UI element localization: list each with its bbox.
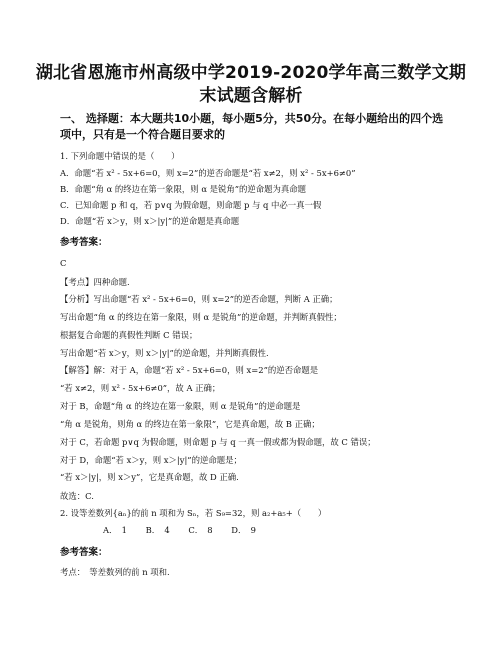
question-2-option-a: A． 1	[103, 525, 127, 535]
explanation-line: 写出命题“若 x＞y，则 x＞|y|”的逆命题，并判断真假性.	[60, 348, 269, 358]
explanation-line: 故选：C.	[60, 491, 94, 501]
document-title-line-2: 末试题含解析	[199, 86, 303, 106]
question-2-stem: 2. 设等差数列{aₙ}的前 n 项和为 Sₙ，若 S₉=32，则 a₂+a₅+（ ）	[60, 508, 327, 518]
question-1-stem: 1. 下列命题中错误的是（ ）	[60, 151, 180, 161]
explanation-line: “若 x≠2，则 x² - 5x+6≠0”，故 A 正确；	[60, 383, 221, 393]
question-1-option-d: D．命题“若 x＞y，则 x＞|y|”的逆命题是真命题	[60, 216, 240, 226]
question-1-option-a: A．命题“若 x² - 5x+6=0，则 x=2”的逆否命题是“若 x≠2，则 x² - 5x+6≠0”	[60, 168, 356, 178]
document-title-line-1: 湖北省恩施市州高级中学2019-2020学年高三数学文期	[35, 63, 467, 83]
question-2-options	[103, 524, 272, 536]
question-1-option-c: C．已知命题 p 和 q，若 p∨q 为假命题，则命题 p 与 q 中必一真一假	[60, 200, 322, 210]
explanation-line: 对于 C，若命题 p∨q 为假命题，则命题 p 与 q 一真一假或都为假命题，故 C 错误；	[60, 437, 376, 447]
question-2-option-d: D． 9	[231, 525, 256, 535]
reference-answer-label-2: 参考答案：	[60, 547, 108, 558]
explanation-line: “角 α 是锐角，则角 α 的终边在第一象限”，它是真命题，故 B 正确；	[60, 419, 320, 429]
explanation-line: 对于 D，命题“若 x＞y，则 x＞|y|”的逆命题是；	[60, 455, 242, 465]
reference-answer-label-1: 参考答案：	[60, 237, 108, 248]
answer-1-value: C	[60, 258, 67, 268]
section-header-line-2: 项中，只有是一个符合题目要求的	[60, 128, 225, 141]
explanation-line: “若 x＞|y|，则 x＞y”，它是真命题，故 D 正确.	[60, 472, 239, 482]
explanation-line: 对于 B，命题“角 α 的终边在第一象限，则 α 是锐角”的逆命题是	[60, 401, 301, 411]
section-header-line-1: 一、 选择题：本大题共10小题，每小题5分，共50分。在每小题给出的四个选	[60, 112, 444, 125]
question-1-option-b: B．命题“角 α 的终边在第一象限，则 α 是锐角”的逆命题为真命题	[60, 184, 307, 194]
explanation-line: 写出命题“角 α 的终边在第一象限，则 α 是锐角”的逆命题，并判断真假性；	[60, 312, 342, 322]
question-2-option-b: B． 4	[145, 525, 170, 535]
explanation-line: 【解答】解：对于 A，命题“若 x² - 5x+6=0，则 x=2”的逆否命题是	[60, 365, 319, 375]
explanation-line: 根据复合命题的真假性判断 C 错误；	[60, 330, 198, 340]
explanation-2-line: 考点： 等差数列的前 n 项和.	[60, 567, 170, 577]
explanation-line: 【考点】四种命题.	[60, 277, 130, 287]
explanation-line: 【分析】写出命题“若 x² - 5x+6=0，则 x=2”的逆否命题，判断 A 正确；	[60, 294, 338, 304]
question-2-option-c: C． 8	[188, 525, 213, 535]
